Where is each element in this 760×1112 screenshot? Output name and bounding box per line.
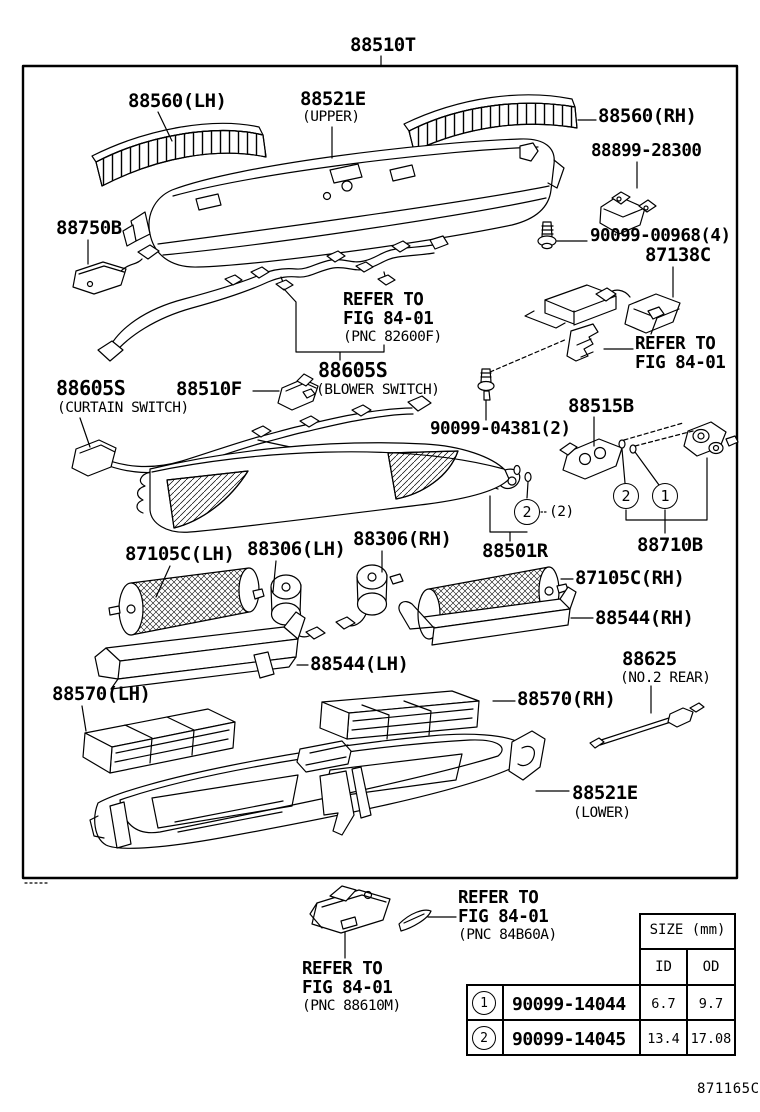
part-88710b-drawing [619, 422, 738, 533]
dash-screw-to-amp [490, 339, 567, 372]
part-87105c-lh-drawing [109, 568, 259, 635]
row-part-number: 90099-14044 [512, 994, 626, 1015]
part-88521e-upper-drawing [123, 139, 564, 267]
label-88605s-blower-qualifier: (BLOWER SWITCH) [316, 382, 440, 398]
refer-pnc: (PNC 84B60A) [458, 927, 557, 943]
callout-circle-1: 1 [652, 483, 678, 509]
refer-line-2: FIG 84-01 [458, 907, 549, 927]
row-part-number: 90099-14045 [512, 1029, 626, 1050]
label-88625: 88625 [622, 648, 677, 670]
label-90099-04381: 90099-04381(2) [430, 419, 571, 439]
refer-line-2: FIG 84-01 [343, 309, 434, 329]
callout-circle-2: 2 [514, 499, 540, 525]
label-88710b: 88710B [637, 534, 703, 556]
part-88515b-drawing [560, 439, 622, 479]
label-88521e-upper-qualifier: (UPPER) [302, 109, 360, 125]
row-id-value: 6.7 [651, 996, 676, 1012]
label-88570-lh: 88570(LH) [52, 683, 151, 705]
label-88306-rh: 88306(RH) [353, 528, 452, 550]
row-id-value: 13.4 [647, 1031, 680, 1047]
refer-line-2: FIG 84-01 [302, 978, 393, 998]
part-88510f-drawing [278, 374, 318, 410]
label-88899-28300: 88899-28300 [591, 141, 702, 161]
label-88544-rh: 88544(RH) [595, 607, 694, 629]
row-od-value: 17.08 [690, 1031, 732, 1047]
leader-88605s-curtain [80, 418, 90, 447]
size-table-col-id: ID [655, 959, 672, 975]
label-88560-rh: 88560(RH) [598, 105, 697, 127]
label-88544-lh: 88544(LH) [310, 653, 409, 675]
row-od-value: 9.7 [698, 996, 724, 1012]
label-88625-qualifier: (NO.2 REAR) [620, 670, 711, 686]
refer-note-82600f [343, 291, 442, 346]
refer-line-1: REFER TO [635, 334, 716, 354]
label-qty-2: (2) [549, 504, 574, 520]
refer-note-87138c [635, 335, 725, 373]
label-88515b: 88515B [568, 395, 634, 417]
part-88306-rh-drawing [336, 565, 403, 629]
part-88750b-drawing [73, 245, 159, 294]
label-88560-lh: 88560(LH) [128, 90, 227, 112]
part-88570-lh-drawing [83, 709, 235, 773]
part-88610m-assembly-drawing [310, 886, 431, 933]
refer-note-88610m [302, 960, 401, 1015]
part-90099-00968-screw-drawing [538, 222, 556, 249]
label-88605s-blower: 88605S [318, 358, 388, 382]
label-88521e-lower: 88521E [572, 782, 638, 804]
part-88570-rh-drawing [320, 691, 479, 739]
label-88605s-curtain: 88605S [56, 376, 126, 400]
leader-88570-lh [82, 706, 86, 731]
refer-note-84b60a [458, 889, 557, 944]
refer-line-2: FIG 84-01 [635, 353, 726, 373]
row-ref-circle-1: 1 [472, 991, 496, 1015]
label-88306-lh: 88306(LH) [247, 538, 346, 560]
label-87138c: 87138C [645, 244, 711, 266]
refer-line-1: REFER TO [343, 290, 424, 310]
refer-line-1: REFER TO [302, 959, 383, 979]
size-table-header: SIZE (mm) [649, 922, 726, 938]
part-90099-04381-screw-drawing [478, 369, 494, 400]
part-87138c-drawing [596, 288, 680, 334]
part-88501r-drawing [137, 443, 520, 532]
figure-code: 871165C [697, 1081, 760, 1097]
label-87105c-rh: 87105C(RH) [575, 567, 685, 589]
label-88521e-upper: 88521E [300, 88, 366, 110]
label-88570-rh: 88570(RH) [517, 688, 616, 710]
label-88510t: 88510T [350, 34, 416, 56]
size-table-col-od: OD [702, 959, 720, 975]
label-90099-00968: 90099-00968(4) [590, 226, 731, 246]
row-ref-circle-2: 2 [472, 1026, 496, 1050]
label-88521e-lower-qualifier: (LOWER) [573, 805, 631, 821]
label-88510f: 88510F [176, 378, 242, 400]
refer-pnc: (PNC 88610M) [302, 998, 401, 1014]
callout-circle-2: 2 [613, 483, 639, 509]
label-88750b: 88750B [56, 217, 122, 239]
label-88605s-curtain-qualifier: (CURTAIN SWITCH) [57, 400, 189, 416]
refer-line-1: REFER TO [458, 888, 539, 908]
refer-pnc: (PNC 82600F) [343, 329, 442, 345]
label-87105c-lh: 87105C(LH) [125, 543, 235, 565]
label-88501r: 88501R [482, 540, 548, 562]
